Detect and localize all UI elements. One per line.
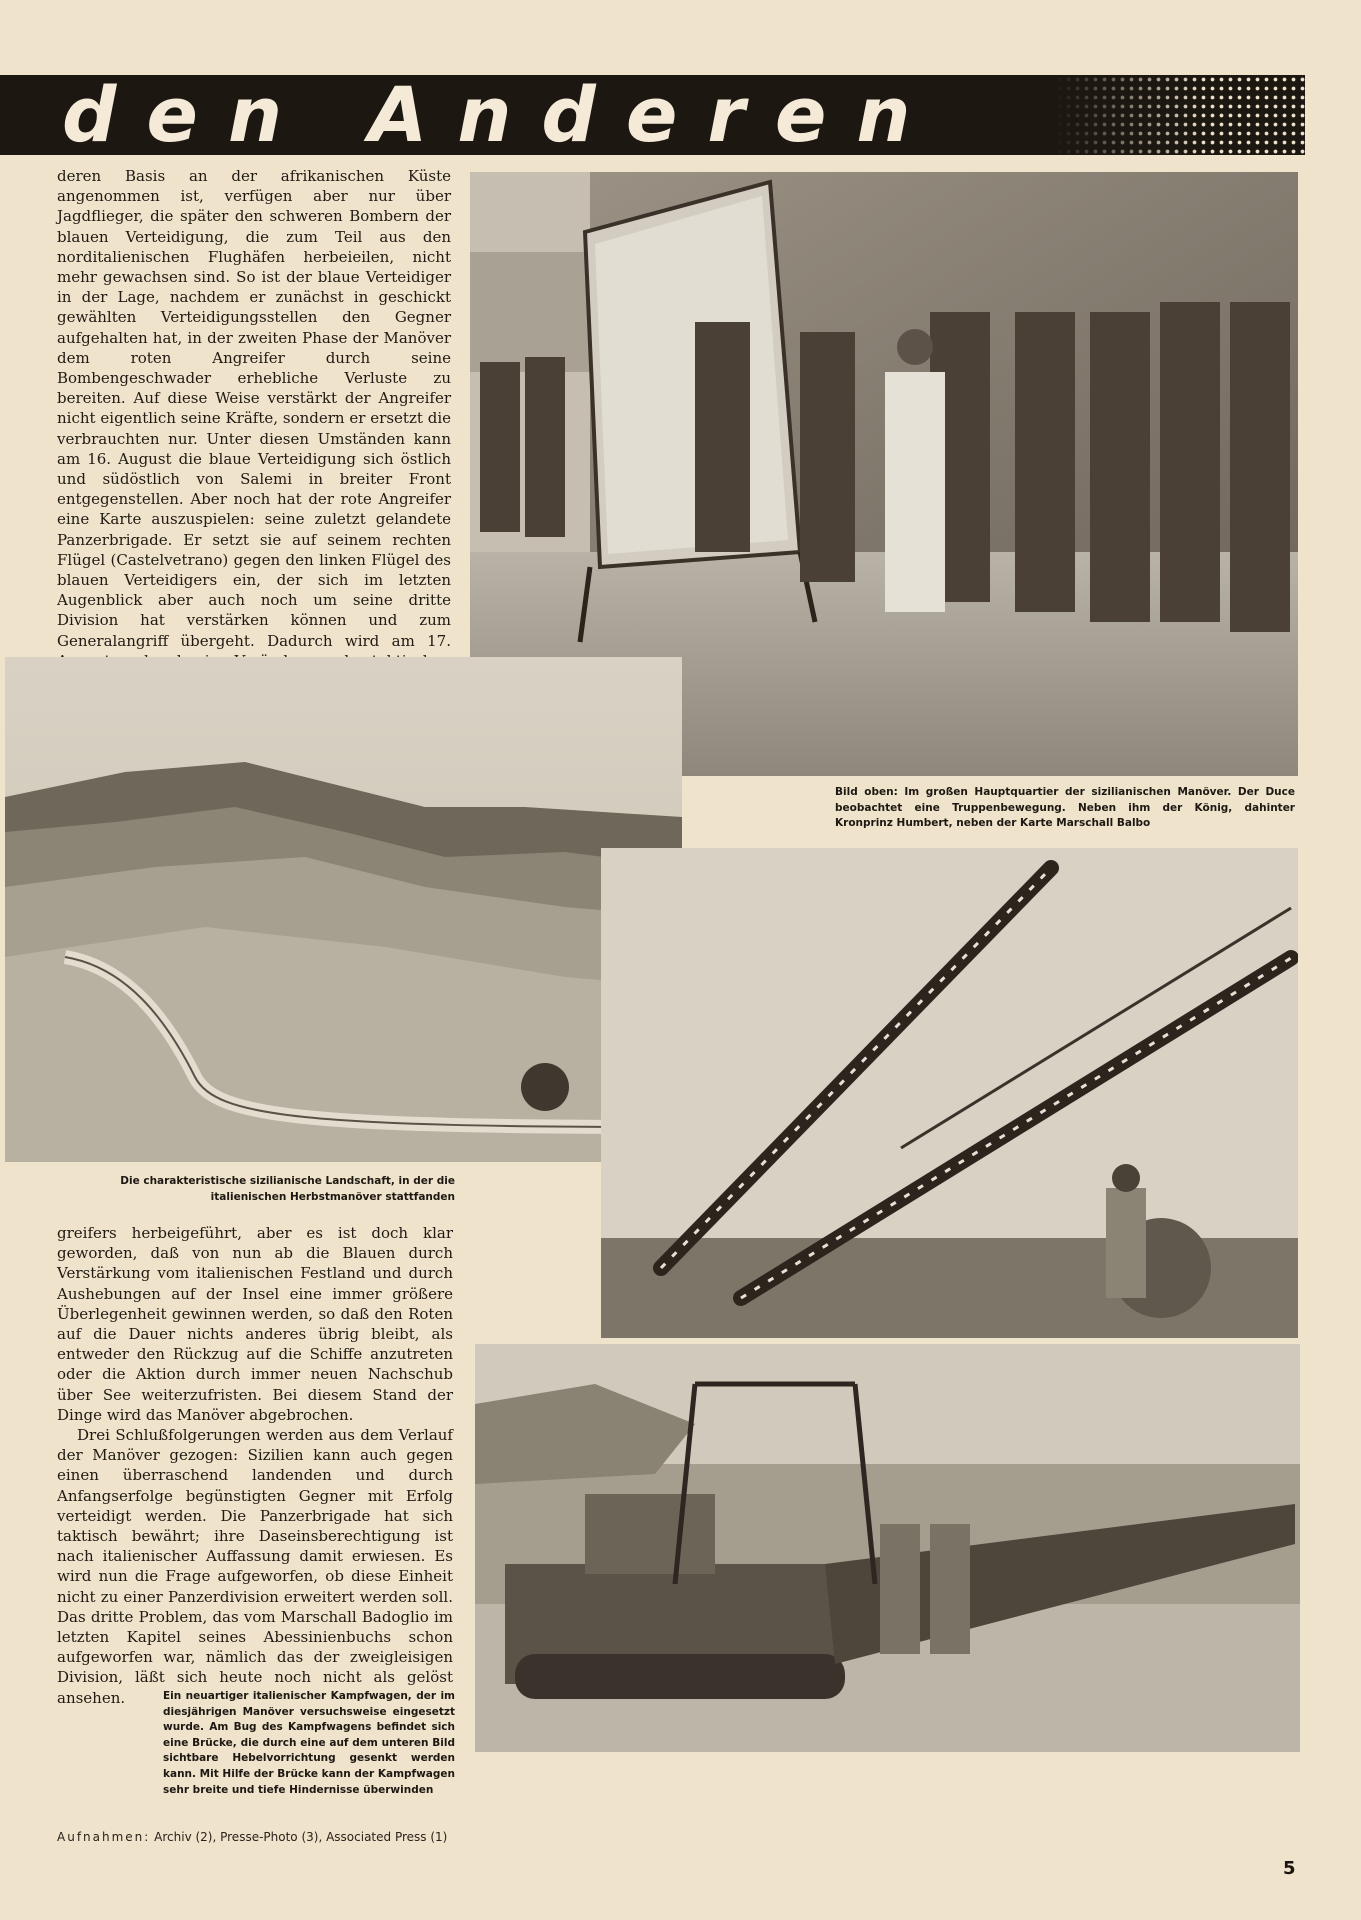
title-banner	[0, 75, 1305, 155]
photo-sicilian-landscape	[5, 657, 682, 1162]
article-column-top	[57, 166, 451, 691]
halftone-dot-pattern	[1055, 75, 1305, 155]
bridge-photo-image	[601, 848, 1298, 1338]
photo-tank-bridge-raised	[601, 848, 1298, 1338]
caption-tank-photo: Ein neuartiger italienischer Kampfwagen, der im diesjährigen Manöver versuchsweise eingesetzt wurde. Am Bug des Kampfwagens befindet sich eine Brücke, die durch eine auf dem unteren Bild sichtbare Hebelvorrichtung gesenkt werden kann. Mit Hilfe der Brücke kann der Kampfwagen sehr breite und tiefe Hindernisse überwinden	[163, 1690, 455, 1796]
tank-photo-image	[475, 1344, 1300, 1752]
article-column-bottom	[57, 1223, 453, 1708]
page-number: 5	[1283, 1858, 1296, 1879]
landscape-photo-image	[5, 657, 682, 1162]
photo-tank-bridge-lowered	[475, 1344, 1300, 1752]
caption-headquarters-photo: Bild oben: Im großen Hauptquartier der sizilianischen Manöver. Der Duce beobachtet eine Truppenbewegung. Neben ihm der König, dahinter Kronprinz Humbert, neben der Karte Marschall Balbo	[835, 786, 1295, 830]
article-paragraph: greifers herbeigeführt, aber es ist doch klar geworden, daß von nun ab die Blauen durch Verstärkung vom italienischen Festland und durch Aushebungen auf der Insel eine immer größere Überlegenheit gewinnen werden, so daß den Roten auf die Dauer nichts anderes übrig bleibt, als entweder den Rückzug auf die Schiffe anzutreten oder die Aktion durch immer neuen Nachschub über See weiterzufristen. Bei diesem Stand der Dinge wird das Manöver abgebrochen.	[57, 1224, 453, 1424]
photo-credits	[57, 1830, 447, 1844]
caption-landscape-photo: Die charakteristische sizilianische Landschaft, in der die italienischen Herbstmanöver stattfanden	[120, 1175, 455, 1203]
photo-credits-sources: Archiv (2), Presse-Photo (3), Associated Press (1)	[154, 1830, 448, 1844]
article-paragraph: deren Basis an der afrikanischen Küste angenommen ist, verfügen aber nur über Jagdflieger, die später den schweren Bombern der blauen Verteidigung, die zum Teil aus den norditalienischen Flughäfen herbeieilen, nicht mehr gewachsen sind. So ist der blaue Verteidiger in der Lage, nachdem er zunächst in geschickt gewählten Verteidigungsstellen den Gegner aufgehalten hat, in der zweiten Phase der Manöver dem roten Angreifer durch seine Bombengeschwader erhebliche Verluste zu bereiten. Auf diese Weise verstärkt der Angreifer nicht eigentlich seine Kräfte, sondern er ersetzt die verbrauchten nur. Unter diesen Umständen kann am 16. August die blaue Verteidigung sich östlich und südöstlich von Salemi in breiter Front entgegenstellen. Aber noch hat der rote Angreifer eine Karte auszuspielen: seine zuletzt gelandete Panzerbrigade. Er setzt sie auf seinem rechten Flügel (Castelvetrano) gegen den linken Flügel des blauen Verteidigers ein, der sich im letzten Augenblick aber auch noch um seine dritte Division hat verstärken können und zum Generalangriff übergeht. Dadurch wird am 17.	[57, 167, 451, 650]
photo-credits-lead: Aufnahmen:	[57, 1830, 151, 1844]
article-paragraph: Drei Schlußfolgerungen werden aus dem Verlauf der Manöver gezogen: Sizilien kann auch gegen einen überraschend landenden und durch Anfangserfolge begünstigten Gegner mit Erfolg verteidigt werden. Die Panzerbrigade hat sich taktisch bewährt; ihre Daseinsberechtigung ist nach italienischer Auffassung damit erwiesen. Es wird nun die Frage aufgeworfen, ob diese Einheit nicht zu einer Panzerdivision erweitert werden soll. Das dritte Problem, das vom Marschall Badoglio im letzten Kapitel seines Abessinienbuchs schon aufgeworfen war, nämlich das der zweigleisigen Division, läßt sich heute noch nicht als gelöst ansehen.	[57, 1426, 453, 1707]
page-title: den Anderen	[62, 75, 941, 155]
